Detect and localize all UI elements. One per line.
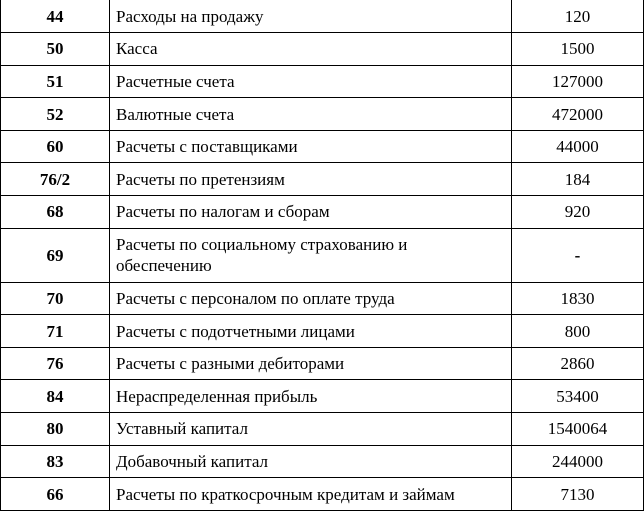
- account-amount: 53400: [512, 380, 644, 413]
- account-name: Расчеты с поставщиками: [110, 130, 512, 163]
- table-row: [1, 228, 644, 282]
- account-name: Расчеты с разными дебиторами: [110, 347, 512, 380]
- account-amount: 44000: [512, 130, 644, 163]
- account-code: 50: [1, 33, 110, 66]
- account-amount: 800: [512, 315, 644, 348]
- account-amount: 920: [512, 196, 644, 229]
- account-code: 71: [1, 315, 110, 348]
- account-amount: 127000: [512, 65, 644, 98]
- account-name: Нераспределенная прибыль: [110, 380, 512, 413]
- account-code: 69: [1, 228, 110, 282]
- account-name: Расходы на продажу: [110, 0, 512, 33]
- table-row: [1, 445, 644, 478]
- account-amount: -: [512, 228, 644, 282]
- table-row: [1, 413, 644, 446]
- account-code: 52: [1, 98, 110, 131]
- account-name: Расчетные счета: [110, 65, 512, 98]
- account-code: 51: [1, 65, 110, 98]
- account-name: Добавочный капитал: [110, 445, 512, 478]
- account-amount: 1830: [512, 282, 644, 315]
- account-code: 60: [1, 130, 110, 163]
- table-row: [1, 315, 644, 348]
- account-code: 70: [1, 282, 110, 315]
- account-code: 83: [1, 445, 110, 478]
- table-row: [1, 65, 644, 98]
- account-name: Расчеты по краткосрочным кредитам и займам: [110, 478, 512, 511]
- account-amount: 7130: [512, 478, 644, 511]
- account-name: Уставный капитал: [110, 413, 512, 446]
- account-code: 76: [1, 347, 110, 380]
- account-amount: 120: [512, 0, 644, 33]
- table-row: [1, 380, 644, 413]
- table-row: [1, 98, 644, 131]
- table-row: [1, 347, 644, 380]
- account-name: Расчеты по социальному страхованию и обеспечению: [110, 228, 512, 282]
- table-row: [1, 163, 644, 196]
- table-row: [1, 33, 644, 66]
- account-name: Расчеты по налогам и сборам: [110, 196, 512, 229]
- account-amount: 1540064: [512, 413, 644, 446]
- account-amount: 244000: [512, 445, 644, 478]
- account-amount: 2860: [512, 347, 644, 380]
- account-code: 76/2: [1, 163, 110, 196]
- table-row: [1, 130, 644, 163]
- table-row: [1, 0, 644, 33]
- account-code: 80: [1, 413, 110, 446]
- account-amount: 1500: [512, 33, 644, 66]
- account-code: 68: [1, 196, 110, 229]
- account-name: Касса: [110, 33, 512, 66]
- account-amount: 184: [512, 163, 644, 196]
- account-name: Расчеты по претензиям: [110, 163, 512, 196]
- account-name: Расчеты с подотчетными лицами: [110, 315, 512, 348]
- account-code: 44: [1, 0, 110, 33]
- accounts-table-body: [1, 0, 644, 510]
- account-name: Расчеты с персоналом по оплате труда: [110, 282, 512, 315]
- table-row: [1, 196, 644, 229]
- table-row: [1, 478, 644, 511]
- table-row: [1, 282, 644, 315]
- account-code: 66: [1, 478, 110, 511]
- account-code: 84: [1, 380, 110, 413]
- account-name: Валютные счета: [110, 98, 512, 131]
- account-amount: 472000: [512, 98, 644, 131]
